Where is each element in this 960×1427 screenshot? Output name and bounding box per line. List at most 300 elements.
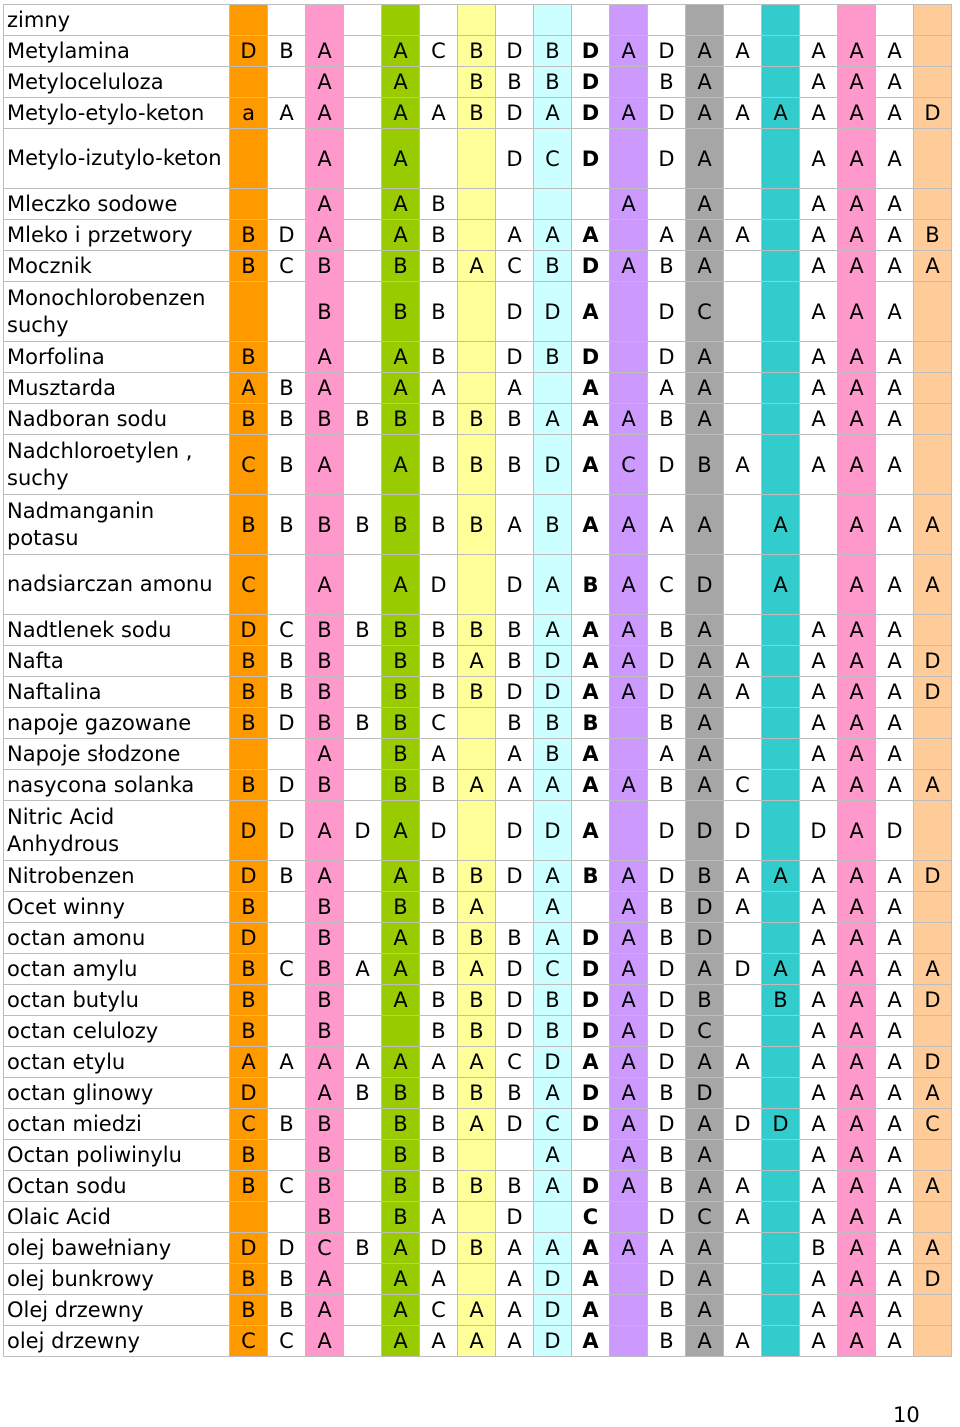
rating-cell: A	[496, 220, 534, 251]
rating-cell: B	[268, 373, 306, 404]
rating-cell: A	[572, 220, 610, 251]
rating-cell: B	[230, 954, 268, 985]
rating-cell	[458, 708, 496, 739]
rating-cell: B	[382, 495, 420, 555]
rating-cell: A	[496, 1295, 534, 1326]
rating-cell: B	[420, 251, 458, 282]
rating-cell: B	[306, 770, 344, 801]
rating-cell	[914, 615, 952, 646]
rating-cell: A	[838, 1171, 876, 1202]
table-row	[4, 892, 952, 923]
rating-cell: A	[610, 555, 648, 615]
rating-cell: A	[724, 861, 762, 892]
rating-cell: C	[496, 251, 534, 282]
rating-cell: A	[914, 1078, 952, 1109]
rating-cell	[344, 36, 382, 67]
rating-cell	[914, 1202, 952, 1233]
rating-cell: A	[686, 677, 724, 708]
rating-cell: D	[572, 67, 610, 98]
rating-cell: A	[610, 923, 648, 954]
rating-cell: A	[420, 98, 458, 129]
rating-cell: D	[230, 923, 268, 954]
rating-cell: B	[420, 1016, 458, 1047]
rating-cell: A	[534, 98, 572, 129]
rating-cell: A	[876, 1295, 914, 1326]
chemical-name: Octan poliwinylu	[4, 1140, 230, 1171]
rating-cell: A	[420, 1047, 458, 1078]
rating-cell: B	[534, 739, 572, 770]
rating-cell	[914, 282, 952, 342]
rating-cell: B	[230, 770, 268, 801]
rating-cell	[344, 861, 382, 892]
rating-cell: B	[382, 708, 420, 739]
rating-cell	[762, 923, 800, 954]
rating-cell: B	[534, 708, 572, 739]
rating-cell: A	[876, 954, 914, 985]
rating-cell: D	[572, 954, 610, 985]
rating-cell: C	[268, 1326, 306, 1357]
rating-cell: C	[268, 251, 306, 282]
rating-cell: B	[420, 1109, 458, 1140]
rating-cell: A	[838, 495, 876, 555]
rating-cell	[344, 129, 382, 189]
rating-cell: A	[306, 373, 344, 404]
rating-cell: C	[268, 954, 306, 985]
rating-cell	[876, 5, 914, 36]
rating-cell: D	[648, 435, 686, 495]
rating-cell: B	[420, 770, 458, 801]
rating-cell: C	[572, 1202, 610, 1233]
rating-cell: A	[686, 1047, 724, 1078]
rating-cell: A	[800, 98, 838, 129]
rating-cell: A	[762, 954, 800, 985]
rating-cell: A	[800, 404, 838, 435]
rating-cell: A	[876, 1047, 914, 1078]
rating-cell: A	[914, 770, 952, 801]
rating-cell: A	[610, 36, 648, 67]
rating-cell: A	[572, 282, 610, 342]
table-row	[4, 1295, 952, 1326]
rating-cell: A	[800, 36, 838, 67]
rating-cell	[534, 5, 572, 36]
rating-cell	[914, 892, 952, 923]
chemical-name: Nadboran sodu	[4, 404, 230, 435]
table-body	[4, 5, 952, 1357]
rating-cell: B	[458, 677, 496, 708]
rating-cell: B	[306, 251, 344, 282]
rating-cell: A	[838, 189, 876, 220]
rating-cell: A	[876, 1140, 914, 1171]
chemical-name: Mleczko sodowe	[4, 189, 230, 220]
rating-cell: A	[458, 1047, 496, 1078]
rating-cell: A	[572, 801, 610, 861]
rating-cell: B	[306, 892, 344, 923]
rating-cell	[724, 5, 762, 36]
table-row	[4, 861, 952, 892]
rating-cell: A	[838, 1264, 876, 1295]
rating-cell: D	[648, 646, 686, 677]
rating-cell: A	[762, 495, 800, 555]
table-row	[4, 220, 952, 251]
rating-cell: D	[496, 801, 534, 861]
rating-cell	[762, 615, 800, 646]
rating-cell	[724, 1016, 762, 1047]
rating-cell: A	[268, 98, 306, 129]
rating-cell	[724, 1264, 762, 1295]
rating-cell: B	[458, 98, 496, 129]
rating-cell	[268, 555, 306, 615]
chemical-name: Morfolina	[4, 342, 230, 373]
rating-cell: C	[724, 770, 762, 801]
rating-cell: A	[382, 954, 420, 985]
rating-cell	[534, 373, 572, 404]
rating-cell: B	[382, 892, 420, 923]
rating-cell	[610, 282, 648, 342]
rating-cell	[230, 1202, 268, 1233]
rating-cell	[914, 5, 952, 36]
rating-cell	[762, 373, 800, 404]
rating-cell: A	[344, 1047, 382, 1078]
rating-cell: B	[268, 1264, 306, 1295]
rating-cell: A	[800, 189, 838, 220]
rating-cell: B	[534, 36, 572, 67]
rating-cell: A	[610, 892, 648, 923]
chemical-name: Mleko i przetwory	[4, 220, 230, 251]
table-row	[4, 1016, 952, 1047]
rating-cell	[344, 251, 382, 282]
rating-cell: A	[686, 36, 724, 67]
rating-cell: A	[838, 985, 876, 1016]
chemical-name: napoje gazowane	[4, 708, 230, 739]
rating-cell: A	[838, 615, 876, 646]
table-row	[4, 1078, 952, 1109]
rating-cell: D	[648, 861, 686, 892]
rating-cell: D	[724, 801, 762, 861]
rating-cell: D	[268, 801, 306, 861]
rating-cell	[724, 1295, 762, 1326]
rating-cell: B	[420, 1078, 458, 1109]
rating-cell: A	[534, 1140, 572, 1171]
chemical-name: Ocet winny	[4, 892, 230, 923]
rating-cell: A	[534, 220, 572, 251]
table-row	[4, 677, 952, 708]
rating-cell: B	[686, 435, 724, 495]
rating-cell	[762, 67, 800, 98]
rating-cell	[610, 5, 648, 36]
rating-cell: A	[800, 435, 838, 495]
rating-cell: B	[306, 1202, 344, 1233]
rating-cell	[762, 342, 800, 373]
rating-cell: A	[648, 739, 686, 770]
rating-cell	[572, 5, 610, 36]
rating-cell	[762, 189, 800, 220]
rating-cell: A	[838, 1047, 876, 1078]
rating-cell	[762, 1140, 800, 1171]
rating-cell: B	[458, 1016, 496, 1047]
rating-cell: A	[800, 892, 838, 923]
rating-cell: D	[572, 342, 610, 373]
rating-cell: A	[724, 220, 762, 251]
rating-cell: A	[724, 646, 762, 677]
rating-cell: A	[876, 1109, 914, 1140]
rating-cell	[268, 1078, 306, 1109]
rating-cell: A	[344, 954, 382, 985]
rating-cell	[762, 129, 800, 189]
table-row	[4, 1233, 952, 1264]
rating-cell: A	[876, 495, 914, 555]
rating-cell: B	[382, 1171, 420, 1202]
rating-cell: A	[800, 954, 838, 985]
chemical-name: octan miedzi	[4, 1109, 230, 1140]
rating-cell: A	[610, 646, 648, 677]
rating-cell	[762, 801, 800, 861]
rating-cell: B	[306, 923, 344, 954]
rating-cell: D	[572, 985, 610, 1016]
rating-cell	[268, 189, 306, 220]
rating-cell: C	[534, 954, 572, 985]
rating-cell: D	[230, 801, 268, 861]
rating-cell: B	[268, 646, 306, 677]
rating-cell: D	[496, 1202, 534, 1233]
rating-cell: D	[572, 1171, 610, 1202]
rating-cell: B	[268, 495, 306, 555]
rating-cell	[762, 739, 800, 770]
rating-cell: B	[648, 1078, 686, 1109]
rating-cell: A	[306, 739, 344, 770]
chemical-name: nadsiarczan amonu	[4, 555, 230, 615]
rating-cell: A	[496, 770, 534, 801]
rating-cell: A	[800, 1047, 838, 1078]
rating-cell	[724, 1078, 762, 1109]
rating-cell: B	[420, 435, 458, 495]
rating-cell	[610, 373, 648, 404]
rating-cell: B	[230, 1171, 268, 1202]
rating-cell: A	[686, 67, 724, 98]
rating-cell: D	[496, 282, 534, 342]
rating-cell: B	[572, 555, 610, 615]
rating-cell: D	[648, 954, 686, 985]
rating-cell: A	[800, 1078, 838, 1109]
rating-cell: A	[306, 67, 344, 98]
rating-cell: B	[230, 1140, 268, 1171]
rating-cell: A	[838, 555, 876, 615]
rating-cell	[344, 435, 382, 495]
rating-cell: A	[306, 801, 344, 861]
rating-cell	[724, 708, 762, 739]
rating-cell	[458, 220, 496, 251]
rating-cell	[724, 373, 762, 404]
rating-cell: B	[382, 1109, 420, 1140]
table-row	[4, 615, 952, 646]
rating-cell: A	[800, 770, 838, 801]
rating-cell: B	[762, 985, 800, 1016]
rating-cell: B	[458, 495, 496, 555]
rating-cell: A	[876, 770, 914, 801]
chemical-name: olej drzewny	[4, 1326, 230, 1357]
rating-cell: A	[800, 677, 838, 708]
rating-cell: A	[876, 282, 914, 342]
rating-cell	[724, 129, 762, 189]
rating-cell: A	[838, 435, 876, 495]
rating-cell: A	[876, 923, 914, 954]
rating-cell: D	[572, 98, 610, 129]
rating-cell: A	[800, 373, 838, 404]
rating-cell: B	[420, 677, 458, 708]
rating-cell	[230, 67, 268, 98]
rating-cell: B	[648, 923, 686, 954]
rating-cell: A	[686, 1140, 724, 1171]
rating-cell: B	[420, 189, 458, 220]
rating-cell: A	[572, 615, 610, 646]
rating-cell: A	[610, 189, 648, 220]
chemical-name: Napoje słodzone	[4, 739, 230, 770]
rating-cell: A	[800, 1109, 838, 1140]
rating-cell: A	[800, 708, 838, 739]
rating-cell: B	[458, 36, 496, 67]
rating-cell: A	[610, 1016, 648, 1047]
rating-cell	[268, 67, 306, 98]
rating-cell	[610, 67, 648, 98]
rating-cell: A	[914, 1171, 952, 1202]
rating-cell: A	[838, 892, 876, 923]
rating-cell: B	[306, 404, 344, 435]
rating-cell: D	[914, 646, 952, 677]
rating-cell: A	[686, 251, 724, 282]
rating-cell: D	[724, 954, 762, 985]
rating-cell: B	[686, 861, 724, 892]
rating-cell: B	[686, 985, 724, 1016]
table-row	[4, 1109, 952, 1140]
rating-cell	[838, 5, 876, 36]
rating-cell: A	[686, 98, 724, 129]
rating-cell: A	[876, 1326, 914, 1357]
rating-cell: A	[800, 342, 838, 373]
rating-cell: A	[382, 861, 420, 892]
rating-cell: B	[496, 67, 534, 98]
rating-cell: A	[572, 646, 610, 677]
rating-cell	[458, 189, 496, 220]
rating-cell: A	[724, 892, 762, 923]
rating-cell	[344, 282, 382, 342]
rating-cell	[344, 67, 382, 98]
rating-cell: D	[496, 954, 534, 985]
rating-cell	[344, 373, 382, 404]
rating-cell: A	[382, 373, 420, 404]
rating-cell: D	[344, 801, 382, 861]
rating-cell: A	[876, 708, 914, 739]
rating-cell: D	[496, 555, 534, 615]
rating-cell: B	[230, 892, 268, 923]
rating-cell: A	[838, 342, 876, 373]
table-row	[4, 985, 952, 1016]
rating-cell: B	[458, 1233, 496, 1264]
rating-cell: A	[610, 1078, 648, 1109]
rating-cell: A	[838, 770, 876, 801]
rating-cell: A	[458, 1295, 496, 1326]
rating-cell	[800, 555, 838, 615]
rating-cell: A	[382, 1295, 420, 1326]
rating-cell: D	[496, 36, 534, 67]
rating-cell: B	[382, 615, 420, 646]
table-row	[4, 555, 952, 615]
rating-cell: A	[724, 98, 762, 129]
rating-cell	[762, 1326, 800, 1357]
rating-cell	[610, 1202, 648, 1233]
rating-cell	[496, 892, 534, 923]
chemical-name: zimny	[4, 5, 230, 36]
rating-cell	[420, 5, 458, 36]
rating-cell: A	[610, 1140, 648, 1171]
rating-cell: A	[876, 404, 914, 435]
chemical-name: octan amylu	[4, 954, 230, 985]
rating-cell: B	[572, 708, 610, 739]
rating-cell	[914, 739, 952, 770]
rating-cell: A	[306, 1295, 344, 1326]
rating-cell: A	[420, 1326, 458, 1357]
rating-cell	[268, 892, 306, 923]
rating-cell	[724, 282, 762, 342]
rating-cell: B	[648, 67, 686, 98]
rating-cell: B	[572, 861, 610, 892]
rating-cell	[724, 923, 762, 954]
rating-cell: B	[458, 923, 496, 954]
rating-cell	[572, 189, 610, 220]
rating-cell: D	[800, 801, 838, 861]
rating-cell: D	[648, 282, 686, 342]
rating-cell: B	[648, 404, 686, 435]
table-row	[4, 404, 952, 435]
table-row	[4, 373, 952, 404]
rating-cell: B	[648, 1171, 686, 1202]
rating-cell: D	[534, 801, 572, 861]
rating-cell: A	[610, 615, 648, 646]
rating-cell: A	[306, 98, 344, 129]
table-row	[4, 251, 952, 282]
rating-cell	[762, 1295, 800, 1326]
rating-cell: B	[382, 251, 420, 282]
rating-cell: A	[876, 1202, 914, 1233]
rating-cell	[610, 708, 648, 739]
rating-cell: A	[572, 770, 610, 801]
rating-cell: B	[230, 251, 268, 282]
rating-cell: B	[306, 708, 344, 739]
rating-cell	[268, 923, 306, 954]
rating-cell	[610, 220, 648, 251]
rating-cell: A	[876, 189, 914, 220]
rating-cell: A	[762, 555, 800, 615]
rating-cell	[762, 646, 800, 677]
rating-cell: B	[496, 708, 534, 739]
rating-cell: B	[382, 1140, 420, 1171]
rating-cell: A	[572, 404, 610, 435]
rating-cell: A	[686, 373, 724, 404]
rating-cell: D	[420, 555, 458, 615]
table-row	[4, 98, 952, 129]
rating-cell	[686, 5, 724, 36]
rating-cell: A	[800, 67, 838, 98]
rating-cell: B	[306, 954, 344, 985]
rating-cell: A	[306, 36, 344, 67]
rating-cell: B	[230, 985, 268, 1016]
rating-cell: A	[382, 923, 420, 954]
chemical-name: Octan sodu	[4, 1171, 230, 1202]
rating-cell: A	[838, 1109, 876, 1140]
rating-cell: B	[382, 282, 420, 342]
rating-cell: A	[800, 129, 838, 189]
rating-cell: A	[534, 923, 572, 954]
rating-cell: D	[496, 985, 534, 1016]
rating-cell: B	[306, 615, 344, 646]
